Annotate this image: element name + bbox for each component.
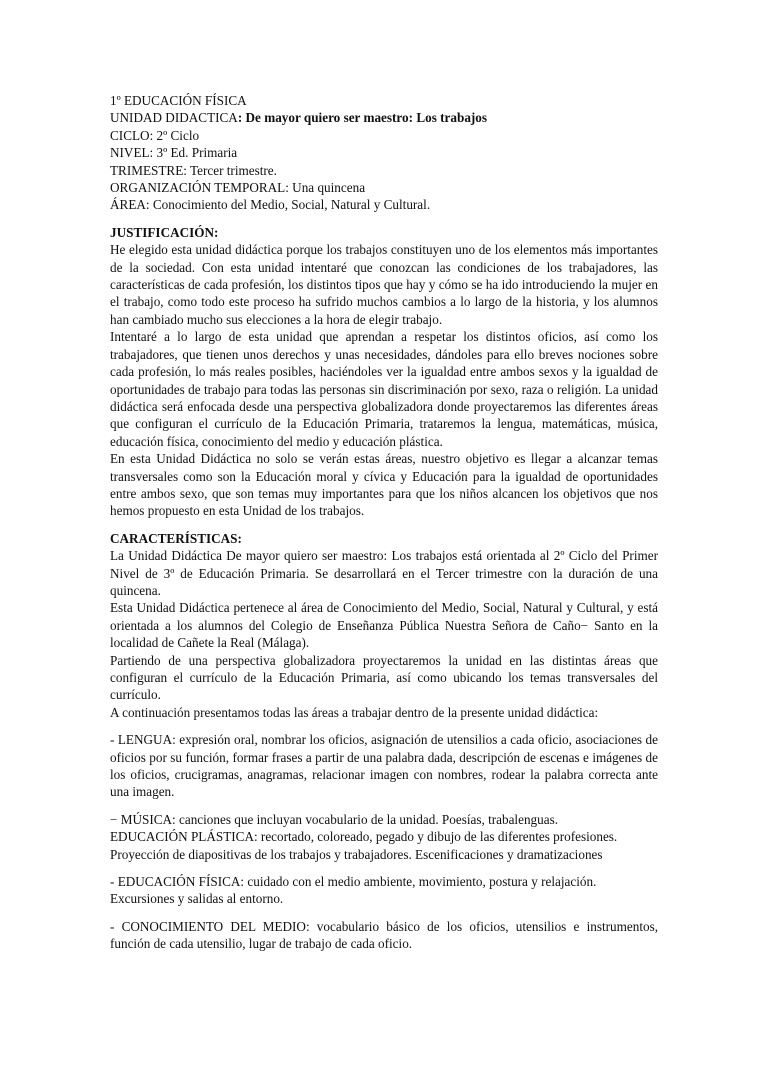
document-page <box>110 92 658 953</box>
cycle-line: CICLO: 2º Ciclo <box>110 127 200 143</box>
justificacion-paragraph-1: He elegido esta unidad didáctica porque los trabajos constituyen uno de los elementos más importantes de la sociedad. Con esta unidad intentaré que conozcan las condiciones de los trabajadores, las características de cada profesión, los distintos tipos que hay y cómo se ha ido introduciendo la mujer en el trabajo, como todo este proceso ha sufrido muchos cambios a lo largo de la historia, y los alumnos han cambiado mucho sus elecciones a la hora de elegir trabajo. <box>110 242 658 327</box>
justificacion-paragraph-3: En esta Unidad Didáctica no solo se verán estas áreas, nuestro objetivo es llegar a alcanzar temas transversales como son la Educación moral y cívica y Educación para la igualdad de oportunidades entre ambos sexo, que son temas muy importantes para que los niños alcancen los objetivos que nos hemos propuesto en esta Unidad de los trabajos. <box>110 451 658 519</box>
course-line: 1º EDUCACIÓN FÍSICA <box>110 93 247 108</box>
area-educacion-fisica: - EDUCACIÓN FÍSICA: cuidado con el medio ambiente, movimiento, postura y relajación. <box>110 874 597 890</box>
organization-line: ORGANIZACIÓN TEMPORAL: Una quincena <box>110 180 366 196</box>
caracteristicas-paragraph-1: La Unidad Didáctica De mayor quiero ser maestro: Los trabajos está orientada al 2º Ciclo del Primer Nivel de 3º de Educación Primaria. Se desarrollará en el Tercer trimestre con la duración de una quincena. <box>110 548 658 598</box>
spacer <box>110 520 658 530</box>
unit-label: UNIDAD DIDACTICA <box>110 110 238 126</box>
caracteristicas-paragraph-3: Partiendo de una perspectiva globalizadora proyectaremos la unidad en las distintas áreas que configuran el currículo de la Educación Primaria, así como ubicando los temas transversales del currículo. <box>110 652 658 703</box>
caracteristicas-heading: CARACTERÍSTICAS: <box>110 530 242 546</box>
area-musica: − MÚSICA: canciones que incluyan vocabulario de la unidad. Poesías, trabalenguas. <box>110 811 559 827</box>
area-lengua: - LENGUA: expresión oral, nombrar los oficios, asignación de utensilios a cada oficio, asociaciones de oficios por su función, formar frases a partir de una palabra dada, descripción de escenas e imágenes de los oficios, crucigramas, anagramas, relacionar imagen con nombres, rodear la palabra correcta ante una imagen. <box>110 732 658 800</box>
spacer <box>110 721 658 731</box>
unit-title: : De mayor quiero ser maestro: Los trabajos <box>237 110 488 126</box>
area-conocimiento-medio: - CONOCIMIENTO DEL MEDIO: vocabulario básico de los oficios, utensilios e instrumentos, función de cada utensilio, lugar de trabajo de cada oficio. <box>110 918 658 952</box>
justificacion-heading: JUSTIFICACIÓN: <box>110 224 219 240</box>
level-line: NIVEL: 3º Ed. Primaria <box>110 145 238 161</box>
spacer <box>110 863 658 873</box>
justificacion-paragraph-2: Intentaré a lo largo de esta unidad que aprendan a respetar los distintos oficios, así como los trabajadores, que tienen unos derechos y unas necesidades, dándoles para ello breves nociones sobre cada profesión, lo más reales posibles, haciéndoles ver la igualdad entre ambos sexos y la igualdad de oportunidades de trabajo para todas las personas sin discriminación por sexo, raza o religión. La unidad didáctica será enfocada desde una perspectiva globalizadora donde proyectaremos las diferentes áreas que configuran el currículo de la Educación Primaria, trataremos la lengua, matemáticas, música, educación física, conocimiento del medio y educación plástica. <box>110 329 658 449</box>
spacer <box>110 214 658 224</box>
spacer <box>110 801 658 811</box>
unit-line <box>110 109 658 126</box>
area-plastica-continued: Proyección de diapositivas de los trabajos y trabajadores. Escenificaciones y dramatizaciones <box>110 846 603 862</box>
caracteristicas-paragraph-2: Esta Unidad Didáctica pertenece al área de Conocimiento del Medio, Social, Natural y Cultural, y está orientada a los alumnos del Colegio de Enseñanza Pública Nuestra Señora de Caño− Santo en la localidad de Cañete la Real (Málaga). <box>110 600 658 651</box>
caracteristicas-paragraph-4: A continuación presentamos todas las áreas a trabajar dentro de la presente unidad didáctica: <box>110 704 599 720</box>
spacer <box>110 908 658 918</box>
area-plastica: EDUCACIÓN PLÁSTICA: recortado, coloreado, pegado y dibujo de las diferentes profesiones. <box>110 829 618 845</box>
area-educacion-fisica-continued: Excursiones y salidas al entorno. <box>110 891 284 907</box>
term-line: TRIMESTRE: Tercer trimestre. <box>110 162 277 178</box>
area-line: ÁREA: Conocimiento del Medio, Social, Natural y Cultural. <box>110 197 431 213</box>
